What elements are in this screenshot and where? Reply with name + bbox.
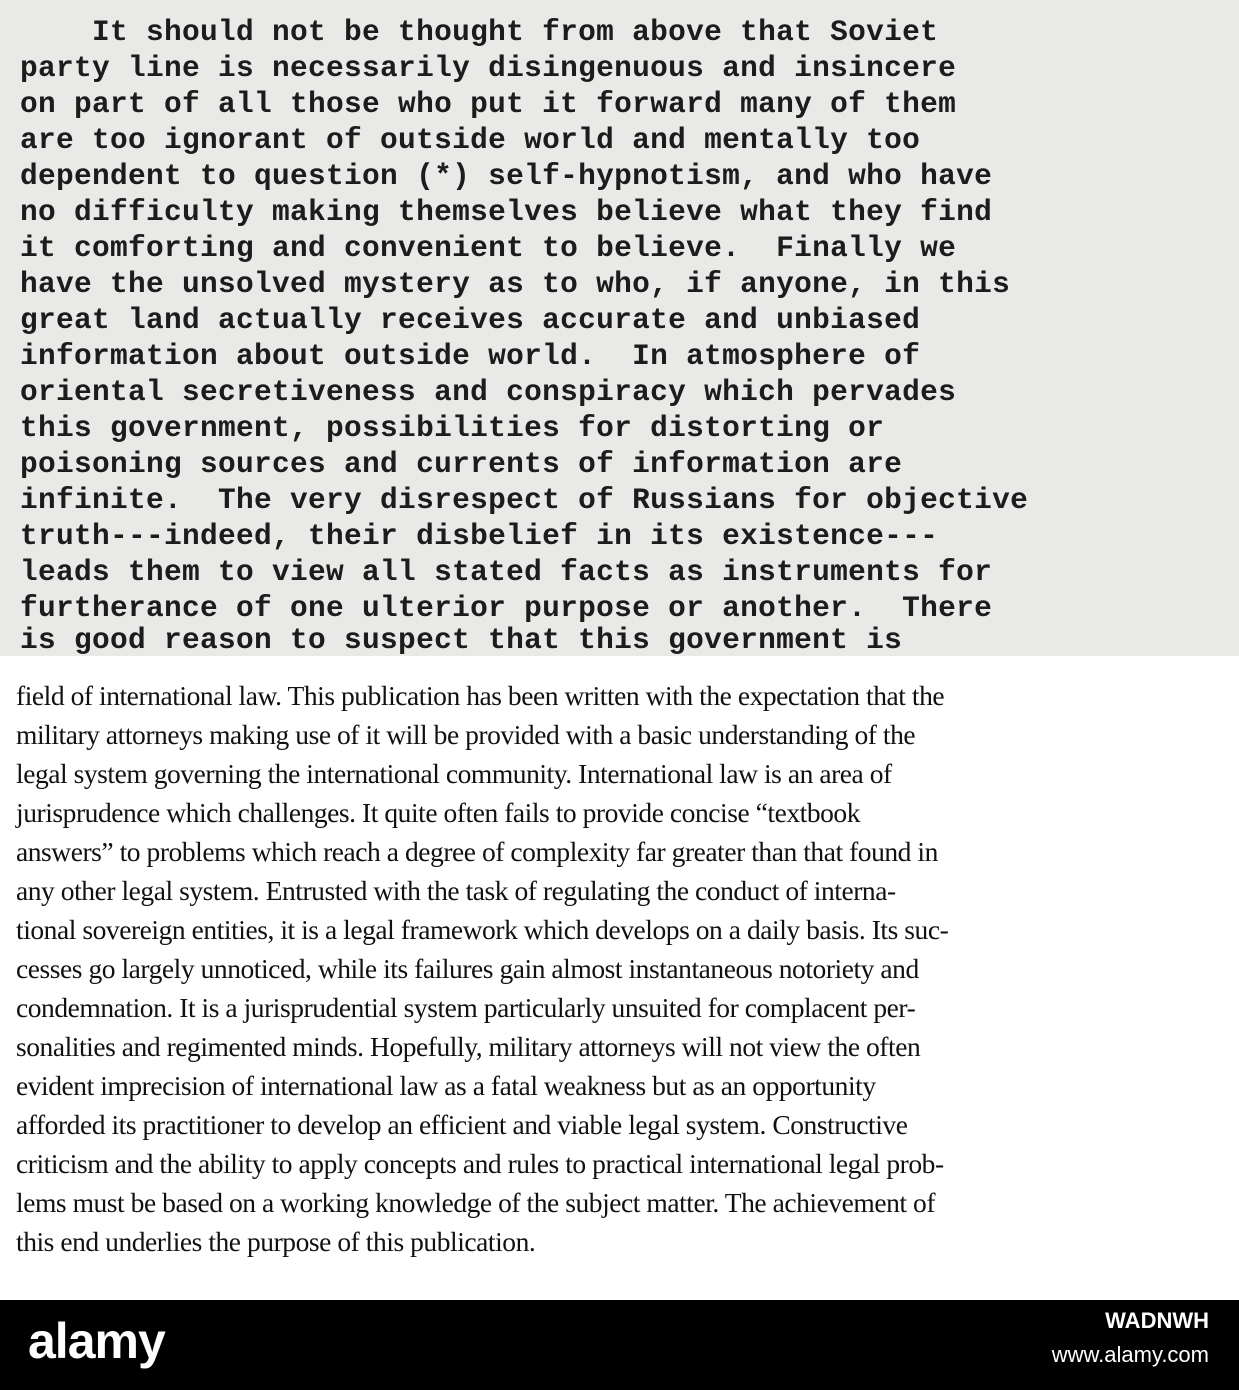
printed-line: jurisprudence which challenges. It quite often fails to provide concise “textbook bbox=[16, 797, 861, 828]
watermark-footer bbox=[0, 1300, 1239, 1390]
printed-line: legal system governing the international community. International law is an area of bbox=[16, 758, 892, 789]
typewritten-line: have the unsolved mystery as to who, if anyone, in this bbox=[20, 267, 1011, 301]
printed-line: afforded its practitioner to develop an efficient and viable legal system. Constructive bbox=[16, 1109, 908, 1140]
typewritten-line: It should not be thought from above that Soviet bbox=[20, 15, 939, 49]
typewritten-line: no difficulty making themselves believe what they find bbox=[20, 195, 993, 229]
printed-excerpt bbox=[0, 656, 1239, 1300]
image-id: WADNWH bbox=[1105, 1308, 1209, 1333]
typewritten-line: is good reason to suspect that this government is bbox=[20, 623, 903, 656]
printed-line: cesses go largely unnoticed, while its failures gain almost instantaneous notoriety and bbox=[16, 953, 919, 984]
typewritten-line: are too ignorant of outside world and mentally too bbox=[20, 123, 921, 157]
typewritten-excerpt bbox=[0, 0, 1239, 656]
typewritten-line: oriental secretiveness and conspiracy which pervades bbox=[20, 375, 957, 409]
typewritten-line: party line is necessarily disingenuous and insincere bbox=[20, 51, 957, 85]
typewritten-line: truth---indeed, their disbelief in its existence--- bbox=[20, 519, 939, 553]
printed-line: tional sovereign entities, it is a legal framework which develops on a daily basis. Its suc- bbox=[16, 914, 949, 945]
typewritten-line: infinite. The very disrespect of Russians for objective bbox=[20, 483, 1029, 517]
typewritten-line: poisoning sources and currents of information are bbox=[20, 447, 903, 481]
typewritten-line: furtherance of one ulterior purpose or another. There bbox=[20, 591, 993, 625]
typewritten-line: on part of all those who put it forward many of them bbox=[20, 87, 957, 121]
printed-line: military attorneys making use of it will be provided with a basic understanding of the bbox=[16, 719, 916, 750]
printed-line: this end underlies the purpose of this publication. bbox=[16, 1226, 536, 1257]
printed-line: answers” to problems which reach a degree of complexity far greater than that found in bbox=[16, 836, 938, 867]
typewritten-line: great land actually receives accurate and unbiased bbox=[20, 303, 921, 337]
printed-line: condemnation. It is a jurisprudential system particularly unsuited for complacent per- bbox=[16, 992, 916, 1023]
typewritten-line: information about outside world. In atmosphere of bbox=[20, 339, 921, 373]
printed-line: evident imprecision of international law as a fatal weakness but as an opportunity bbox=[16, 1070, 876, 1101]
typewritten-line: it comforting and convenient to believe. Finally we bbox=[20, 231, 957, 265]
typewritten-line: leads them to view all stated facts as instruments for bbox=[20, 555, 993, 589]
printed-line: any other legal system. Entrusted with the task of regulating the conduct of interna- bbox=[16, 875, 896, 906]
printed-line: field of international law. This publication has been written with the expectation that the bbox=[16, 680, 945, 711]
alamy-logo: alamy bbox=[28, 1313, 165, 1369]
printed-line: sonalities and regimented minds. Hopefully, military attorneys will not view the often bbox=[16, 1031, 921, 1062]
typewritten-line: dependent to question (*) self-hypnotism, and who have bbox=[20, 159, 993, 193]
typewritten-line: this government, possibilities for distorting or bbox=[20, 411, 885, 445]
printed-line: criticism and the ability to apply concepts and rules to practical international legal prob- bbox=[16, 1148, 944, 1179]
watermark-url: www.alamy.com bbox=[1051, 1342, 1209, 1367]
printed-line: lems must be based on a working knowledge of the subject matter. The achievement of bbox=[16, 1187, 936, 1218]
